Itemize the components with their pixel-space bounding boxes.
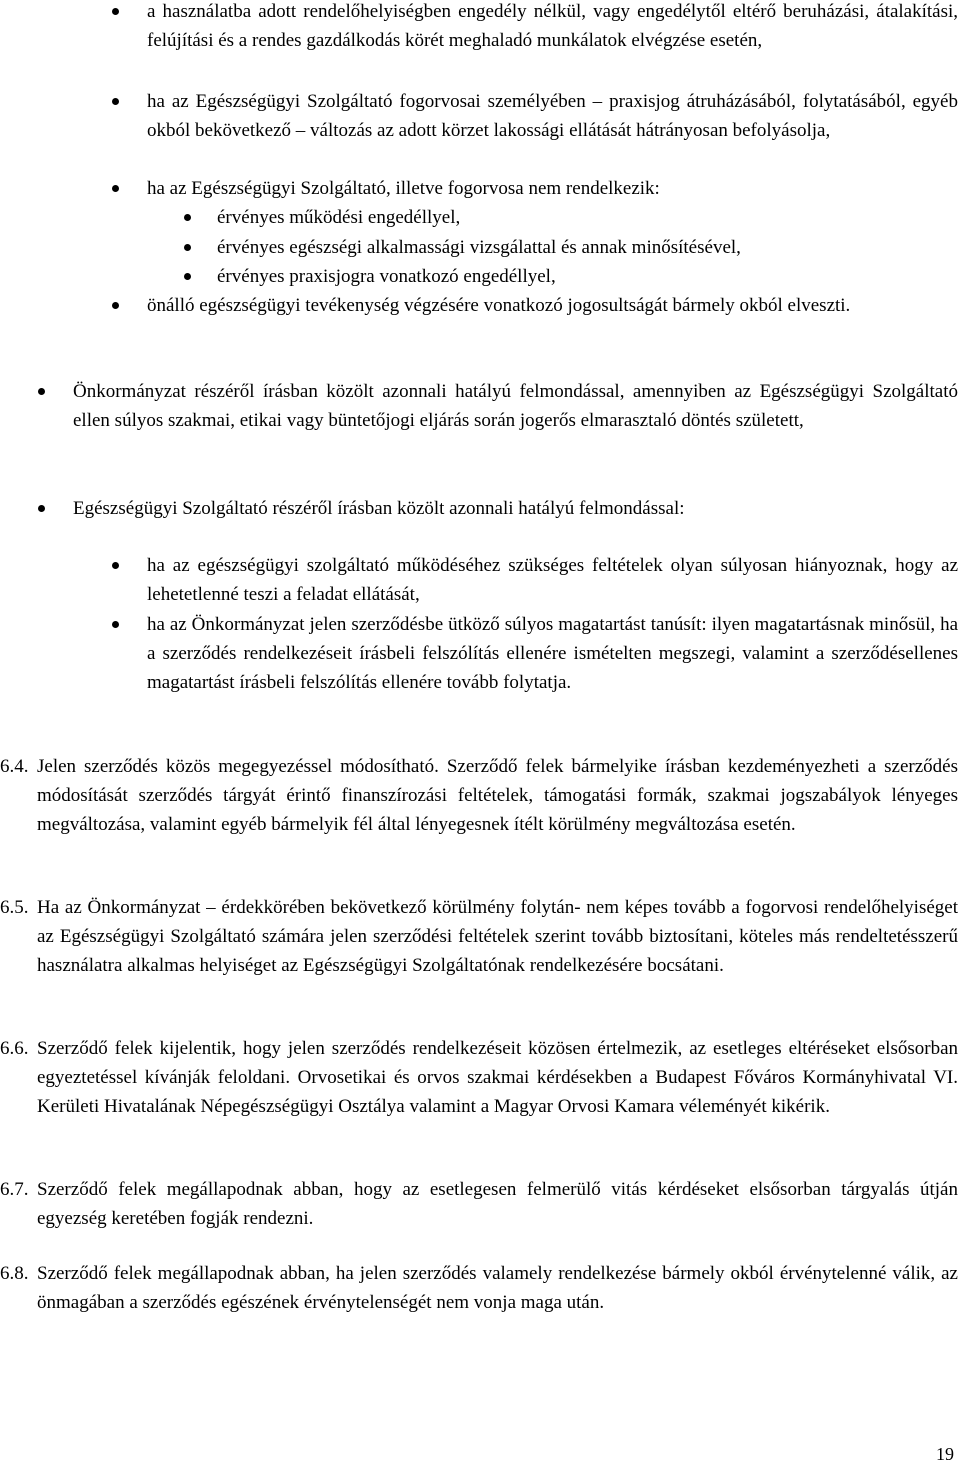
section-text: Ha az Önkormányzat – érdekkörében bekövetkező körülmény folytán- nem képes tovább a fogorvosi rendelőhelyiséget az Egészségügyi Szolgáltató számára jelen szerződési feltételek szerint tovább biztosítani, köteles más rendeltetésszerű használatra alkalmas helyiséget az Egészségügyi Szolgáltatónak rendelkezésére bocsátani. (37, 897, 958, 976)
sub-list-item-text: érvényes egészségi alkalmassági vizsgálattal és annak minősítésével, (217, 237, 741, 258)
section-text-wrap (0, 1259, 958, 1317)
sub-list-item (184, 203, 944, 232)
section-6-6 (0, 1034, 958, 1121)
sub-list-item-text: érvényes működési engedéllyel, (217, 207, 461, 228)
list-item (112, 551, 958, 609)
section-number: 6.4. (0, 756, 29, 777)
section-text: Szerződő felek megállapodnak abban, ha jelen szerződés valamely rendelkezése bármely okból érvénytelenné válik, az önmagában a szerződés egészének érvénytelenségét nem vonja maga után. (37, 1263, 958, 1313)
list-item-text: ha az egészségügyi szolgáltató működéséhez szükséges feltételek olyan súlyosan hiányoznak, hogy az lehetetlenné teszi a feladat ellátását, (147, 555, 958, 605)
list-item-text: ha az Egészségügyi Szolgáltató, illetve fogorvosa nem rendelkezik: (147, 178, 660, 199)
list-item-text: önálló egészségügyi tevékenység végzésére vonatkozó jogosultságát bármely okból elveszti. (147, 295, 851, 316)
section-6-8 (0, 1259, 958, 1317)
page-number: 19 (936, 1444, 954, 1464)
list-item (112, 291, 912, 320)
list-item (112, 0, 958, 55)
list-item (112, 610, 958, 697)
list-item-text: Önkormányzat részéről írásban közölt azonnali hatályú felmondással, amennyiben az Egészségügyi Szolgáltató ellen súlyos szakmai, etikai vagy büntetőjogi eljárás során jogerős elmarasztaló döntés született, (73, 381, 958, 431)
list-item (112, 87, 958, 145)
list-item (38, 377, 958, 435)
list-item (38, 494, 958, 523)
section-6-4 (0, 752, 958, 839)
list-item-text: ha az Önkormányzat jelen szerződésbe ütköző súlyos magatartást tanúsít: ilyen magatartásnak minősül, ha a szerződés rendelkezéseit írásbeli felszólítás ellenére ismételten megszegi, valamint a szerződésellenes magatartást írásbeli felszólítás ellenére tovább folytatja. (147, 614, 958, 693)
sub-list-item-text: érvényes praxisjogra vonatkozó engedéllyel, (217, 266, 556, 287)
sub-list-item (184, 262, 944, 291)
section-text: Szerződő felek megállapodnak abban, hogy az esetlegesen felmerülő vitás kérdéseket elsősorban tárgyalás útján egyezség keretében fogják rendezni. (37, 1179, 958, 1229)
list-item (112, 174, 958, 203)
sub-list-item (184, 233, 944, 262)
section-text-wrap (0, 1175, 958, 1233)
section-number: 6.5. (0, 897, 29, 918)
section-number: 6.7. (0, 1179, 29, 1200)
section-6-5 (0, 893, 958, 980)
section-text-wrap (0, 893, 958, 980)
section-text-wrap (0, 752, 958, 839)
section-6-7 (0, 1175, 958, 1233)
section-number: 6.8. (0, 1263, 29, 1284)
list-item-text: ha az Egészségügyi Szolgáltató fogorvosai személyében – praxisjog átruházásából, folytatásából, egyéb okból bekövetkező – változás az adott körzet lakossági ellátását hátrányosan befolyásolja, (147, 91, 958, 141)
section-text: Jelen szerződés közös megegyezéssel módosítható. Szerződő felek bármelyike írásban kezdeményezheti a szerződés módosítását szerződés tárgyát érintő finanszírozási feltételek, támogatási formák, szakmai jogszabályok lényeges megváltozása, valamint egyéb bármelyik fél által lényegesnek ítélt körülmény megváltozása esetén. (37, 756, 958, 835)
list-item-text: Egészségügyi Szolgáltató részéről írásban közölt azonnali hatályú felmondással: (73, 498, 685, 519)
list-item-text: a használatba adott rendelőhelyiségben engedély nélkül, vagy engedélytől eltérő beruházási, átalakítási, felújítási és a rendes gazdálkodás körét meghaladó munkálatok elvégzése esetén, (147, 1, 958, 51)
section-number: 6.6. (0, 1038, 29, 1059)
section-text-wrap (0, 1034, 958, 1121)
section-text: Szerződő felek kijelentik, hogy jelen szerződés rendelkezéseit közösen értelmezik, az esetleges eltéréseket elsősorban egyeztetéssel kívánják feloldani. Orvosetikai és orvos szakmai kérdésekben a Budapest Főváros Kormányhivatal VI. Kerületi Hivatalának Népegészségügyi Osztálya valamint a Magyar Orvosi Kamara véleményét kikérik. (37, 1038, 958, 1117)
